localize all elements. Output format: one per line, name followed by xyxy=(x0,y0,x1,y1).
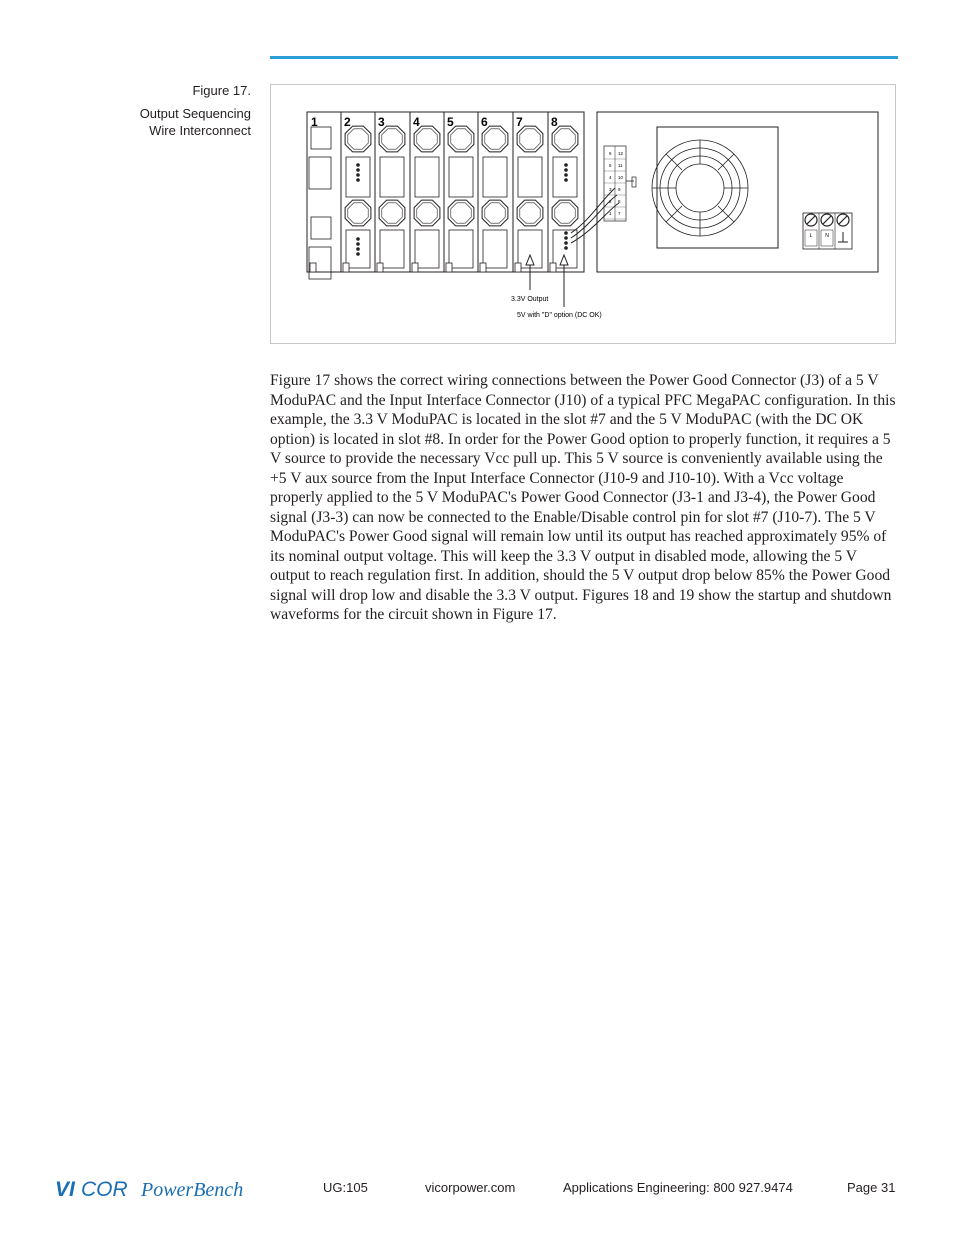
fan-spoke-4 xyxy=(718,206,734,222)
ac-terminal-block xyxy=(803,213,852,249)
j3-pin-4-2 xyxy=(564,236,568,240)
wire-stub-tab xyxy=(632,177,636,187)
slot-4-output-stud-bottom xyxy=(414,200,440,226)
slot-6-module-window-bottom xyxy=(483,230,507,268)
terminal-label-l: L xyxy=(809,233,813,239)
fan-spoke-2 xyxy=(718,154,734,170)
j10-pin-3: 3 xyxy=(609,187,612,192)
slot-3-output-stud-top xyxy=(379,126,405,152)
fan-frame xyxy=(657,127,778,248)
slot-8-foot xyxy=(550,263,556,272)
slot-4-output-stud-top xyxy=(414,126,440,152)
slot-3-output-stud-bottom xyxy=(379,200,405,226)
fan-assembly xyxy=(652,127,778,248)
slot-number-3: 3 xyxy=(378,115,385,129)
terminal-screw-n-slot xyxy=(823,216,831,224)
j3-pin-1-1 xyxy=(356,163,360,167)
slot-6-output-stud-bottom xyxy=(482,200,508,226)
j10-pin-6: 6 xyxy=(609,151,612,156)
slot-5-output-stud-top xyxy=(448,126,474,152)
logo-powerbench: PowerBench xyxy=(141,1179,244,1201)
j10-pin-7: 7 xyxy=(618,211,621,216)
j3-pin-3-1 xyxy=(564,163,568,167)
body-text xyxy=(270,371,898,625)
footer-page-number: Page 31 xyxy=(847,1180,896,1195)
j10-pin-4: 4 xyxy=(609,175,612,180)
figure-title xyxy=(100,105,251,139)
slot-number-7: 7 xyxy=(516,115,523,129)
slot-2-output-stud-bottom-inner xyxy=(348,203,368,223)
j3-pin-2-4 xyxy=(356,252,360,256)
slot-2-output-stud-top xyxy=(345,126,371,152)
slot-number-4: 4 xyxy=(413,115,420,129)
j10-pin-5: 5 xyxy=(609,163,612,168)
slot-2-output-stud-top-inner xyxy=(348,129,368,149)
slot-5-output-stud-bottom xyxy=(448,200,474,226)
modupac-slots xyxy=(309,112,578,279)
footer-website-link[interactable]: vicorpower.com xyxy=(425,1180,516,1195)
j3-pin-1-2 xyxy=(356,168,360,172)
slot-2-foot xyxy=(343,263,349,272)
top-accent-rule xyxy=(270,56,898,59)
footer-applications-engineering: Applications Engineering: 800 927.9474 xyxy=(563,1180,793,1195)
j3-pin-2-3 xyxy=(356,247,360,251)
slot-5-module-window-top xyxy=(449,157,473,197)
slot-7-output-stud-top-inner xyxy=(520,129,540,149)
slot-number-2: 2 xyxy=(344,115,351,129)
slot-6-output-stud-top-inner xyxy=(485,129,505,149)
slot-6-output-stud-bottom-inner xyxy=(485,203,505,223)
slot-number-5: 5 xyxy=(447,115,454,129)
slot-3-module-window-bottom xyxy=(380,230,404,268)
slot-3-output-stud-top-inner xyxy=(382,129,402,149)
slot-7-module-window-top xyxy=(518,157,542,197)
terminal-screw-l-slot xyxy=(807,216,815,224)
j3-pin-2-1 xyxy=(356,237,360,241)
fan-spoke-3 xyxy=(666,206,682,222)
slot-number-6: 6 xyxy=(481,115,488,129)
slot-4-module-window-bottom xyxy=(415,230,439,268)
slot-5-foot xyxy=(446,263,452,272)
wiring-diagram-svg xyxy=(271,85,897,345)
terminal-screw-ground-slot xyxy=(839,216,847,224)
j10-pin-10: 10 xyxy=(618,175,624,180)
slot-5-output-stud-bottom-inner xyxy=(451,203,471,223)
j3-pin-4-4 xyxy=(564,246,568,250)
slot-1-connector-1 xyxy=(311,127,331,149)
j3-pin-3-2 xyxy=(564,168,568,172)
j3-pin-2-2 xyxy=(356,242,360,246)
slot-8-output-stud-bottom xyxy=(552,200,578,226)
body-paragraph: Figure 17 shows the correct wiring connections between the Power Good Connector (J3) of a 5 V ModuPAC and the Input Interface Connector (J10) of a typical PFC MegaPAC configuration. In this example, the 3.3 V ModuPAC is located in the slot #7 and the 5 V ModuPAC (with the DC OK option) is located in slot #8. In order for the Power Good option to properly function, it requires a 5 V source to provide the necessary Vcc pull up. This 5 V source is conveniently available using the +5 V aux source from the Input Interface Connector (J10-9 and J10-10). With a Vcc voltage properly applied to the 5 V ModuPAC's Power Good Connector (J3-1 and J3-4), the Power Good signal (J3-3) can now be connected to the Enable/Disable control pin for slot #7 (J10-7). The 5 V ModuPAC's Power Good signal will remain low until its output has reached approximately 95% of its nominal output voltage. This will keep the 3.3 V output in disabled mode, allowing the 5 V output to reach regulation first. In addition, should the 5 V output drop below 85% the Power Good signal will drop low and disable the 3.3 V output. Figures 18 and 19 show the startup and shutdown waveforms for the circuit shown in Figure 17. xyxy=(270,372,896,623)
j10-pin-1: 1 xyxy=(609,211,612,216)
slot-number-8: 8 xyxy=(551,115,558,129)
j10-pin-2: 2 xyxy=(609,199,612,204)
slot-3-module-window-top xyxy=(380,157,404,197)
logo-vi: VI xyxy=(55,1178,75,1201)
slot-8-output-stud-bottom-inner xyxy=(555,203,575,223)
j3-pin-1-3 xyxy=(356,173,360,177)
slot-8-module-window-top xyxy=(553,157,577,197)
j3-pin-1-4 xyxy=(356,178,360,182)
logo-cor: COR xyxy=(81,1178,128,1201)
fan-spoke-1 xyxy=(666,154,682,170)
slot-7-output-stud-bottom-inner xyxy=(520,203,540,223)
j3-pin-3-3 xyxy=(564,173,568,177)
slot-7-output-stud-bottom xyxy=(517,200,543,226)
j3-pin-4-1 xyxy=(564,231,568,235)
callout-5v-dc-ok: 5V with "D" option (DC OK) xyxy=(517,312,602,319)
slot-8-output-stud-top-inner xyxy=(555,129,575,149)
j10-pin-11: 11 xyxy=(618,163,623,168)
slot-number-1: 1 xyxy=(311,115,318,129)
slot-4-module-window-top xyxy=(415,157,439,197)
slot-1-block-1 xyxy=(309,157,331,189)
figure-title-line-1: Output Sequencing xyxy=(139,106,251,121)
j10-pin-9: 9 xyxy=(618,187,621,192)
slot-6-foot xyxy=(480,263,486,272)
j3-pin-4-3 xyxy=(564,241,568,245)
slot-8-output-stud-top xyxy=(552,126,578,152)
vicor-powerbench-logo xyxy=(55,1174,265,1204)
slot-4-output-stud-bottom-inner xyxy=(417,203,437,223)
slot-1-foot xyxy=(310,263,316,272)
arrow-33v-head xyxy=(526,255,534,265)
terminal-label-n: N xyxy=(825,233,829,239)
j3-pin-3-4 xyxy=(564,178,568,182)
slot-5-module-window-bottom xyxy=(449,230,473,268)
j10-pin-12: 12 xyxy=(618,151,624,156)
slot-4-output-stud-top-inner xyxy=(417,129,437,149)
slot-2-module-window-top xyxy=(346,157,370,197)
j10-pin-8: 8 xyxy=(618,199,621,204)
footer-doc-code: UG:105 xyxy=(323,1180,368,1195)
arrow-5v-head xyxy=(560,255,568,265)
slot-6-output-stud-top xyxy=(482,126,508,152)
slot-7-output-stud-top xyxy=(517,126,543,152)
fan-hub xyxy=(676,164,724,212)
slot-3-output-stud-bottom-inner xyxy=(382,203,402,223)
figure-label: Figure 17. xyxy=(192,83,251,98)
figure-title-line-2: Wire Interconnect xyxy=(149,123,251,138)
slot-4-foot xyxy=(412,263,418,272)
slot-5-output-stud-top-inner xyxy=(451,129,471,149)
slot-7-foot xyxy=(515,263,521,272)
slot-3-foot xyxy=(377,263,383,272)
slot-1-connector-2 xyxy=(311,217,331,239)
slot-6-module-window-top xyxy=(483,157,507,197)
figure-17-diagram xyxy=(270,84,896,344)
slot-2-output-stud-bottom xyxy=(345,200,371,226)
callout-33v-output: 3.3V Output xyxy=(511,296,549,303)
